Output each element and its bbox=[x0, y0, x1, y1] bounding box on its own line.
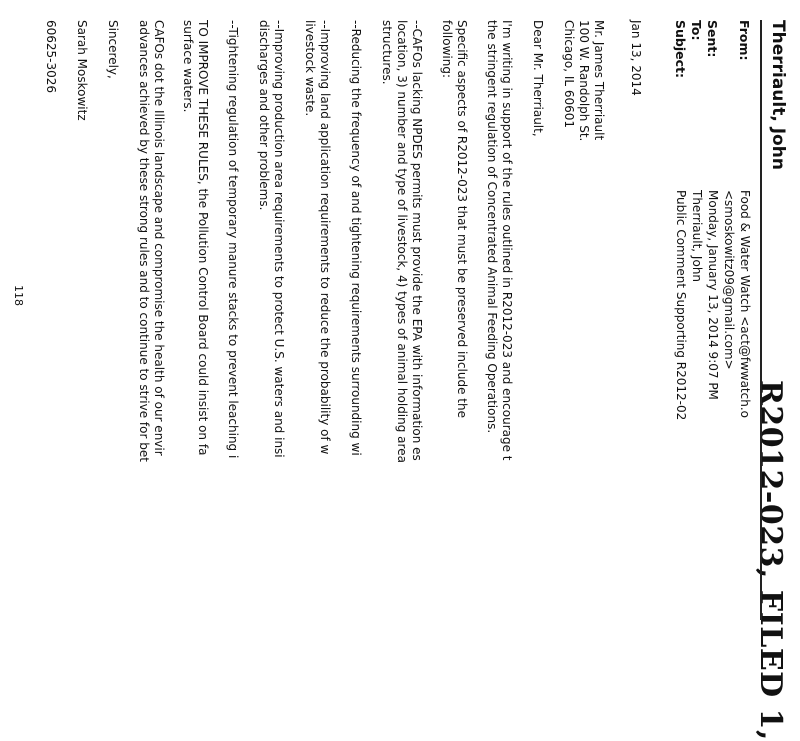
bullet-line: --Improving production area requirements to protect U.S. waters and insi bbox=[272, 20, 286, 458]
bullet-line: --Tightening regulation of temporary manure stacks to prevent leaching i bbox=[226, 20, 240, 459]
sender-name-heading: Therriault, John bbox=[768, 20, 788, 170]
subject-label: Subject: bbox=[673, 20, 688, 78]
improve-paragraph-line: TO IMPROVE THESE RULES, the Pollution Control Board could insist on fa bbox=[196, 20, 210, 456]
bullet-line: location, 3) number and type of livestock, 4) types of animal holding area bbox=[395, 20, 409, 463]
to-value: Therriault, John bbox=[690, 190, 704, 283]
signer-zip: 60625-3026 bbox=[44, 20, 58, 94]
bullet-line: structures. bbox=[380, 20, 394, 85]
bullet-line: discharges and other problems. bbox=[257, 20, 271, 211]
subject-value: Public Comment Supporting R2012-02 bbox=[674, 190, 688, 421]
address-line: Mr. James Therriault bbox=[592, 20, 606, 141]
intro-line: I'm writing in support of the rules outlined in R2012-023 and encourage t bbox=[500, 20, 514, 461]
closing-paragraph-line: CAFOs dot the Illinois landscape and compromise the health of our envir bbox=[152, 20, 166, 456]
salutation: Dear Mr. Therriault, bbox=[531, 20, 545, 137]
bullet-line: --Improving land application requirements to reduce the probability of w bbox=[318, 20, 332, 455]
signer-name: Sarah Moskowitz bbox=[75, 20, 89, 121]
sent-label: Sent: bbox=[705, 20, 720, 58]
bullet-line: --Reducing the frequency of and tightening requirements surrounding wi bbox=[349, 20, 363, 456]
from-value-email: <smoskowitz09@gmail.com> bbox=[722, 190, 736, 370]
sent-value: Monday, January 13, 2014 9:07 PM bbox=[706, 190, 720, 400]
from-label: From: bbox=[737, 20, 752, 61]
letter-date: Jan 13, 2014 bbox=[629, 20, 643, 96]
address-line: Chicago, IL 60601 bbox=[562, 20, 576, 129]
page-number: 118 bbox=[12, 285, 25, 306]
bullet-line: --CAFOs lacking NPDES permits must provide the EPA with information es bbox=[410, 20, 424, 461]
signoff: Sincerely, bbox=[106, 20, 120, 79]
to-label: To: bbox=[689, 20, 704, 41]
intro-line: the stringent regulation of Concentrated Animal Feeding Operations. bbox=[485, 20, 499, 434]
improve-paragraph-line: surface waters. bbox=[181, 20, 195, 113]
header-divider bbox=[760, 20, 762, 620]
aspects-intro-line: Specific aspects of R2012-023 that must be preserved include the bbox=[455, 20, 469, 419]
bullet-line: livestock waste. bbox=[303, 20, 317, 117]
from-value: Food & Water Watch <act@fwwatch.o bbox=[738, 190, 752, 418]
filing-stamp: R2012-023, FILED 1, bbox=[753, 380, 788, 741]
closing-paragraph-line: advances achieved by these strong rules and to continue to strive for bet bbox=[137, 20, 151, 462]
address-line: 100 W. Randolph St. bbox=[577, 20, 591, 142]
aspects-intro-line: following: bbox=[440, 20, 454, 78]
